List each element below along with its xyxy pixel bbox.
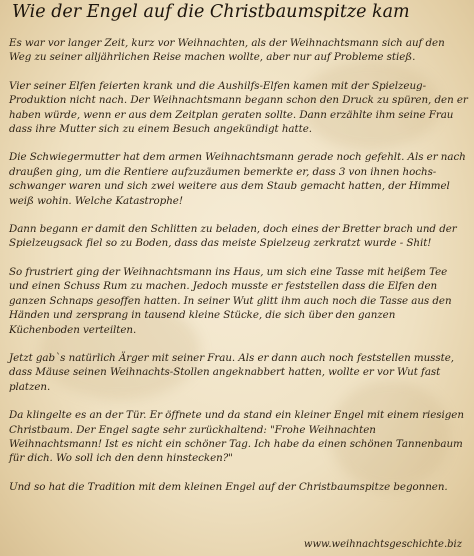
story-title: Wie der Engel auf die Christbaumspitze kam <box>12 2 410 22</box>
paragraph-1: Es war vor langer Zeit, kurz vor Weihnachten, als der Weihnachtsmann sich auf den Weg zu seiner alljährlichen Reise machen wollte, aber nur auf Probleme stieß. <box>9 37 445 64</box>
paragraph-7: Da klingelte es an der Tür. Er öffnete und da stand ein kleiner Engel mit einem riesigen Christbaum. Der Engel sagte sehr zurückhaltend: "Frohe Weihnachten Weihnachtsmann! Ist es nicht ein schöner Tag. Ich habe da einen schönen Tannenbaum für dich. Wo soll ich den denn hinstecken?" <box>9 409 464 465</box>
paragraph-3: Die Schwiegermutter hat dem armen Weihnachtsmann gerade noch gefehlt. Als er nach draußen ging, um die Rentiere aufzuzäumen bemerkte er, dass 3 von ihnen hochs-schwanger waren und sich zwei weitere aus dem Staub gemacht hatten, der Himmel weiß wohin. Welche Katastrophe! <box>9 151 466 207</box>
paragraph-5: So frustriert ging der Weihnachtsmann ins Haus, um sich eine Tasse mit heißem Tee und einen Schuss Rum zu machen. Jedoch musste er feststellen dass die Elfen den ganzen Schnaps gesoffen hatten. In seiner Wut glitt ihm auch noch die Tasse aus den Händen und zersprang in tausend kleine Stücke, die sich über den ganzen Küchenboden verteilten. <box>9 265 452 336</box>
paragraph-4: Dann begann er damit den Schlitten zu beladen, doch eines der Bretter brach und der Spielzeugsack fiel so zu Boden, dass das meiste Spielzeug zerkratzt wurde - Shit! <box>9 223 457 250</box>
paragraph-6: Jetzt gab`s natürlich Ärger mit seiner Frau. Als er dann auch noch feststellen musste, dass Mäuse seinen Weihnachts-Stollen angeknabbert hatten, wollte er vor Wut fast platzen. <box>9 351 455 393</box>
story-body <box>9 36 469 508</box>
paragraph-8: Und so hat die Tradition mit dem kleinen Engel auf der Christbaumspitze begonnen. <box>9 480 448 493</box>
paragraph-2: Vier seiner Elfen feierten krank und die Aushilfs-Elfen kamen mit der Spielzeug-Produktion nicht nach. Der Weihnachtsmann begann schon den Druck zu spüren, den er haben würde, wenn er aus dem Zeitplan geraten sollte. Dann erzählte ihm seine Frau dass ihre Mutter sich zu einem Besuch angekündigt hatte. <box>9 79 468 136</box>
website-footer-link[interactable]: www.weihnachtsgeschichte.biz <box>303 539 462 550</box>
